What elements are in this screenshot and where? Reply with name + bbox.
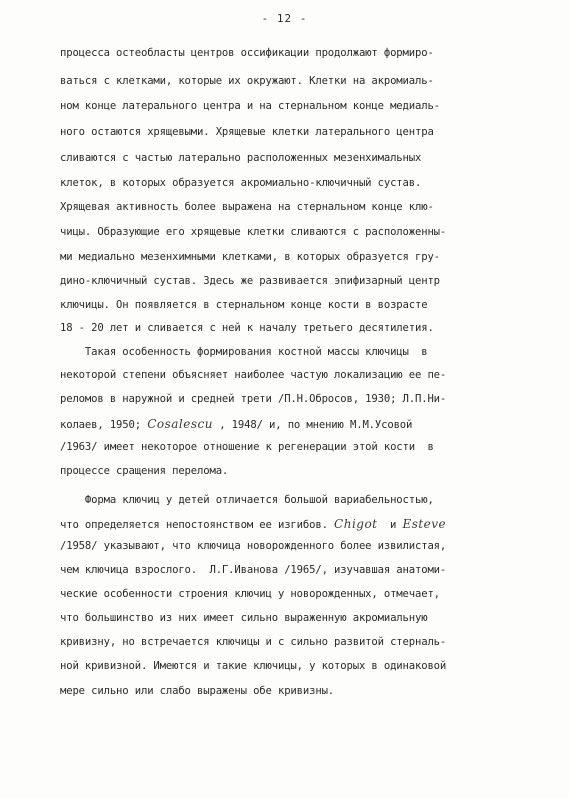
typed-text: мере сильно или слабо выражены обе кривизны. xyxy=(60,685,335,697)
typed-text: ной кривизной. Имеются и такие ключицы, у которых в одинаковой xyxy=(60,660,447,672)
typed-text: чем ключица взрослого. Л.Г.Иванова /1965/, изучавшая анатоми- xyxy=(60,564,447,576)
text-line xyxy=(60,275,510,287)
text-line xyxy=(60,417,510,431)
typed-text: ваться с клетками, которые их окружают. Клетки на акромиаль- xyxy=(60,75,434,87)
typed-text: процесса остеобласты центров оссификации продолжают формиро- xyxy=(60,47,434,59)
text-line xyxy=(60,636,510,648)
text-line xyxy=(60,322,510,334)
handwritten-name: Chigot xyxy=(334,517,378,531)
typed-text: Форма ключиц у детей отличается большой вариабельностью, xyxy=(60,494,434,506)
typed-text: Хрящевая активность более выражена на стернальном конце клю- xyxy=(60,201,434,213)
typed-text: некоторой степени объясняет наиболее частую локализацию ее пе- xyxy=(60,369,447,381)
text-line xyxy=(60,47,510,59)
text-line xyxy=(60,588,510,600)
typed-text: ного остаются хрящевыми. Хрящевые клетки латерального центра xyxy=(60,126,434,138)
typed-text: ном конце латерального центра и на стернальном конце медиаль- xyxy=(60,100,440,112)
text-line xyxy=(60,369,510,381)
typed-text: чицы. Образующие его хрящевые клетки сливаются с расположенны- xyxy=(60,226,447,238)
typed-text: дино-ключичный сустав. Здесь же развивается эпифизарный центр xyxy=(60,275,440,287)
text-line xyxy=(60,152,510,164)
text-line xyxy=(60,75,510,87)
text-line xyxy=(60,226,510,238)
typed-text: 18 - 20 лет и сливается с ней к началу третьего десятилетия. xyxy=(60,322,434,334)
text-line xyxy=(60,517,510,531)
typed-text: ми медиально мезенхимными клетками, в которых образуется гру- xyxy=(60,251,440,263)
text-line xyxy=(60,346,510,358)
text-line xyxy=(60,660,510,672)
typed-text: ключицы. Он появляется в стернальном конце кости в возрасте xyxy=(60,299,428,311)
text-line xyxy=(60,685,510,697)
typed-text: что большинство из них имеет сильно выраженную акромиальную xyxy=(60,612,428,624)
text-line xyxy=(60,100,510,112)
text-line xyxy=(60,494,510,506)
text-line xyxy=(60,251,510,263)
typed-text: /1958/ указывают, что ключица новорожденного более извилистая, xyxy=(60,540,447,552)
typed-text: и xyxy=(377,519,403,531)
typed-text: кривизну, но встречается ключицы и с сильно развитой стерналь- xyxy=(60,636,447,648)
typed-text: сливаются с частью латерально расположенных мезенхимальных xyxy=(60,152,422,164)
typed-text: реломов в наружной и средней трети /П.Н.Обросов, 1930; Л.П.Ни- xyxy=(60,393,447,405)
text-line xyxy=(60,441,510,453)
text-line xyxy=(60,126,510,138)
text-line xyxy=(60,177,510,189)
text-line xyxy=(60,393,510,405)
typed-text: клеток, в которых образуется акромиально-ключичный сустав. xyxy=(60,177,422,189)
page-number: - 12 - xyxy=(261,12,308,25)
typed-text: Такая особенность формирования костной массы ключицы в xyxy=(60,346,428,358)
text-line xyxy=(60,201,510,213)
typed-text: что определяется непостоянством ее изгибов. xyxy=(60,519,335,531)
text-line xyxy=(60,564,510,576)
text-line xyxy=(60,612,510,624)
text-line xyxy=(60,540,510,552)
handwritten-name: Esteve xyxy=(402,517,447,531)
typed-text: , 1948/ и, по мнению М.М.Усовой xyxy=(212,419,413,431)
typed-text: ческие особенности строения ключиц у новорожденных, отмечает, xyxy=(60,588,440,600)
typed-text: /1963/ имеет некоторое отношение к регенерации этой кости в xyxy=(60,441,434,453)
handwritten-name: Cosalescu xyxy=(147,417,213,431)
text-line xyxy=(60,465,510,477)
text-line xyxy=(60,299,510,311)
typed-text: процессе сращения перелома. xyxy=(60,465,229,477)
typed-text: колаев, 1950; xyxy=(60,419,148,431)
